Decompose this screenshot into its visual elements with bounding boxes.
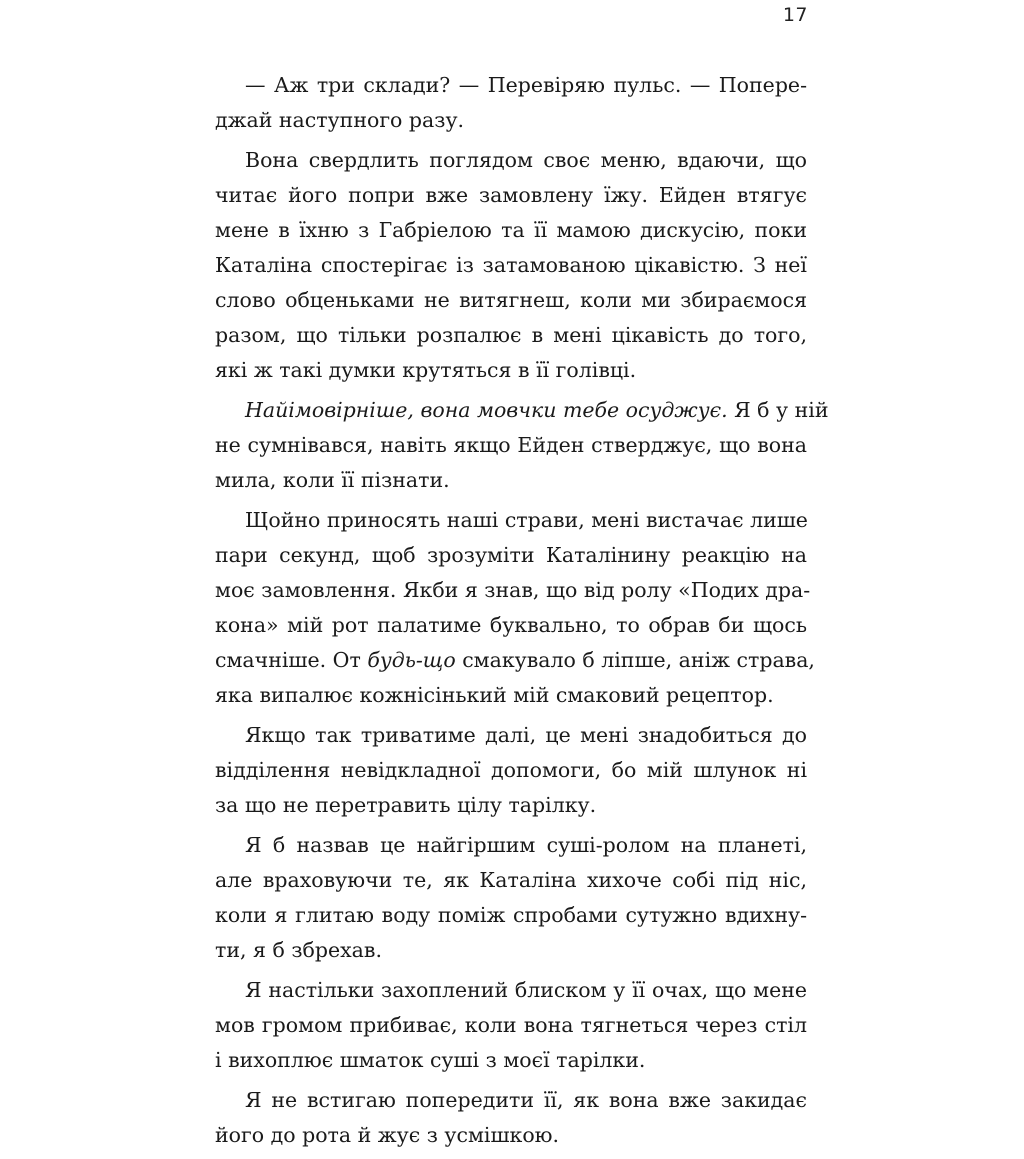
paragraph-1 bbox=[215, 68, 807, 138]
text-line: моє замовлення. Якби я знав, що від ролу «Подих дра- bbox=[215, 577, 811, 602]
paragraph-7 bbox=[215, 973, 807, 1078]
text-line: мов громом прибиває, коли вона тягнеться через стіл bbox=[215, 1013, 807, 1038]
text-line: мене в їхню з Габріелою та її мамою дискусію, поки bbox=[215, 218, 807, 243]
text-line: Щойно приносять наші страви, мені вистачає лише bbox=[245, 508, 808, 533]
text-line: кона» мій рот палатиме буквально, то обрав би щось bbox=[215, 612, 807, 637]
italic-thought: Найімовірніше, вона мовчки тебе осуджує. bbox=[245, 398, 728, 423]
text-line: які ж такі думки крутяться в її голівці. bbox=[215, 357, 637, 382]
page-number: 17 bbox=[782, 4, 808, 26]
text-fragment: смакувало б ліпше, аніж страва, bbox=[455, 647, 815, 672]
text-line: Вона свердлить поглядом своє меню, вдаючи, що bbox=[245, 148, 807, 173]
text-line: і вихоплює шматок суші з моєї тарілки. bbox=[215, 1048, 646, 1073]
paragraph-2 bbox=[215, 143, 807, 387]
text-line: яка випалює кожнісінький мій смаковий рецептор. bbox=[215, 682, 774, 707]
italic-word: будь-що bbox=[367, 647, 456, 672]
text-line: не сумнівався, навіть якщо Ейден стверджує, що вона bbox=[215, 432, 807, 457]
text-line: мила, коли її пізнати. bbox=[215, 467, 450, 492]
text-line: Я б назвав це найгіршим суші-ролом на планеті, bbox=[245, 833, 807, 858]
text-line: Каталіна спостерігає із затамованою цікавістю. З неї bbox=[215, 252, 807, 277]
text-line: ти, я б збрехав. bbox=[215, 937, 382, 962]
text-line: разом, що тільки розпалює в мені цікавість до того, bbox=[215, 322, 807, 347]
text-fragment: Я б у ній bbox=[727, 398, 829, 423]
paragraph-3 bbox=[215, 393, 829, 498]
text-line: Я не встигаю попередити її, як вона вже закидає bbox=[245, 1088, 807, 1113]
text-line: джай наступного разу. bbox=[215, 107, 465, 132]
text-line bbox=[215, 393, 829, 428]
text-line: Якщо так триватиме далі, це мені знадобиться до bbox=[245, 723, 807, 748]
text-line: Я настільки захоплений блиском у її очах, що мене bbox=[245, 978, 807, 1003]
text-line: пари секунд, щоб зрозуміти Каталінину реакцію на bbox=[215, 543, 807, 568]
text-line: відділення невідкладної допомоги, бо мій шлунок ні bbox=[215, 757, 807, 782]
text-fragment: смачніше. От bbox=[215, 647, 368, 672]
paragraph-6 bbox=[215, 828, 807, 968]
text-line: але враховуючи те, як Каталіна хихоче собі під ніс, bbox=[215, 868, 807, 893]
text-line: слово обценьками не витягнеш, коли ми збираємося bbox=[215, 287, 807, 312]
body-text bbox=[215, 68, 829, 1159]
text-line: за що не перетравить цілу тарілку. bbox=[215, 792, 597, 817]
text-line: його до рота й жує з усмішкою. bbox=[215, 1123, 560, 1148]
paragraph-8 bbox=[215, 1083, 807, 1153]
paragraph-4 bbox=[215, 503, 815, 712]
text-line bbox=[215, 643, 815, 678]
paragraph-5 bbox=[215, 718, 807, 823]
text-line: коли я глитаю воду поміж спробами сутужно вдихну- bbox=[215, 902, 807, 927]
text-line: — Аж три склади? — Перевіряю пульс. — Попере- bbox=[245, 73, 807, 97]
text-line: читає його попри вже замовлену їжу. Ейден втягує bbox=[215, 183, 807, 208]
